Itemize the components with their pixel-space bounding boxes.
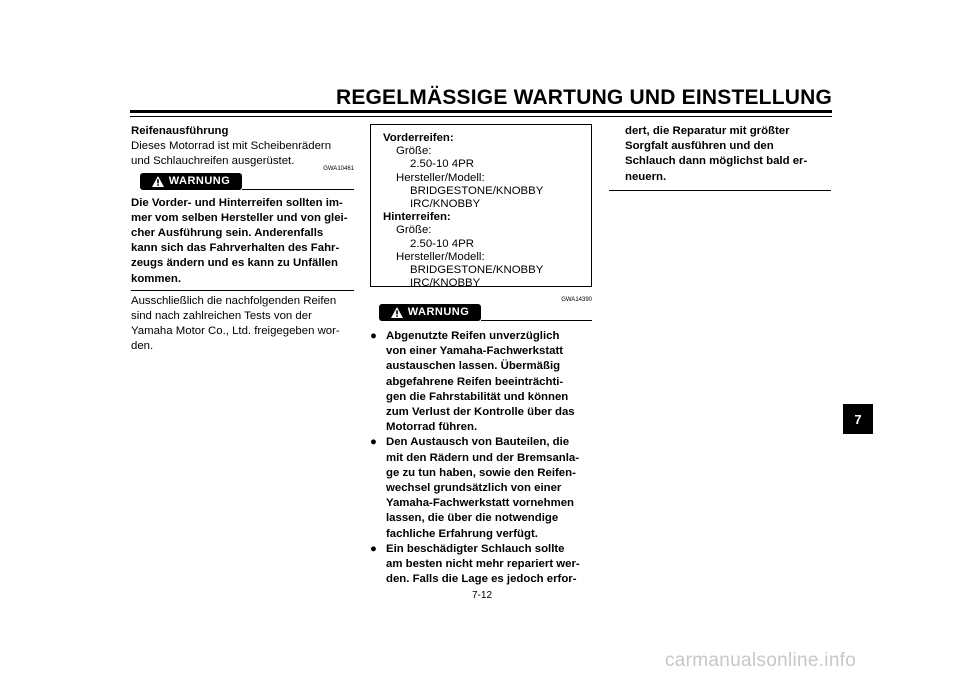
header-rule-thick xyxy=(130,110,832,113)
warning-line: kommen. xyxy=(131,272,182,285)
continuation-line: Schlauch dann möglichst bald er- xyxy=(625,155,808,168)
body-line: den. xyxy=(131,340,154,353)
right-column xyxy=(609,124,831,191)
rear-size-value: 2.50-10 4PR xyxy=(410,237,474,250)
warning-line: cher Ausführung sein. Anderenfalls xyxy=(131,227,324,240)
bullet-line: den. Falls die Lage es jedoch erfor- xyxy=(386,573,577,586)
bullet-line: Yamaha-Fachwerkstatt vornehmen xyxy=(386,497,575,510)
warning-rule xyxy=(481,320,592,321)
approved-text xyxy=(131,294,354,355)
body-line: Ausschließlich die nachfolgenden Reifen xyxy=(131,294,337,307)
rear-maker-value: BRIDGESTONE/KNOBBY xyxy=(410,264,544,277)
bullet-icon: ● xyxy=(370,542,377,555)
warning-line: zeugs ändern und es kann zu Unfällen xyxy=(131,257,338,270)
bullet-line: mit den Rädern und der Bremsanla- xyxy=(386,451,580,464)
list-item xyxy=(370,435,592,541)
page-number: 7-12 xyxy=(471,590,492,601)
bullet-line: Ein beschädigter Schlauch sollte xyxy=(386,542,565,555)
list-item xyxy=(370,329,592,435)
warning-end-rule xyxy=(131,290,354,291)
warning-badge xyxy=(140,173,242,190)
watermark: carmanualsonline.info xyxy=(665,650,857,671)
continuation-line: dert, die Reparatur mit größter xyxy=(625,125,790,137)
warning-line: Die Vorder- und Hinterreifen sollten im- xyxy=(131,196,343,209)
warning-triangle-icon xyxy=(152,176,164,187)
bullet-line: von einer Yamaha-Fachwerkstatt xyxy=(386,345,564,358)
bullet-line: am besten nicht mehr repariert wer- xyxy=(386,558,580,571)
body-line: Yamaha Motor Co., Ltd. freigegeben wor- xyxy=(131,325,340,338)
bullet-line: zum Verlust der Kontrolle über das xyxy=(386,406,575,419)
body-line: sind nach zahlreichen Tests von der xyxy=(131,310,312,323)
bullet-line: Abgenutzte Reifen unverzüglich xyxy=(386,330,560,342)
warning-header xyxy=(131,165,354,194)
front-maker-value: BRIDGESTONE/KNOBBY xyxy=(410,184,544,197)
warning-line: kann sich das Fahrverhalten des Fahr- xyxy=(131,242,340,255)
front-size-value: 2.50-10 4PR xyxy=(410,158,474,171)
bullet-icon: ● xyxy=(370,436,377,449)
bullet-line: fachliche Erfahrung verfügt. xyxy=(386,527,538,540)
list-item xyxy=(370,542,592,588)
bullet-line: abgefahrene Reifen beeinträchti- xyxy=(386,375,564,388)
continuation-line: Sorgfalt ausführen und den xyxy=(625,140,774,153)
rear-tire-heading: Hinterreifen: xyxy=(383,211,451,224)
rear-size-label: Größe: xyxy=(396,224,432,237)
page-header-title: REGELMÄSSIGE WARTUNG UND EINSTELLUNG xyxy=(335,86,832,109)
header-rule-thin xyxy=(130,116,832,117)
warning-end-rule xyxy=(609,190,831,191)
warning-bullet-list xyxy=(370,329,592,587)
bullet-line: Den Austausch von Bauteilen, die xyxy=(386,436,570,449)
warning-badge xyxy=(379,304,481,321)
warning-triangle-icon xyxy=(391,307,403,318)
rear-maker-label: Hersteller/Modell: xyxy=(396,250,485,263)
continuation-line: neuern. xyxy=(625,170,667,183)
bullet-line: gen die Fahrstabilität und können xyxy=(386,390,569,403)
section-heading: Reifenausführung xyxy=(131,125,229,137)
front-maker-value: IRC/KNOBBY xyxy=(410,198,481,211)
warning-header xyxy=(370,297,592,325)
warning-label: WARNUNG xyxy=(168,174,231,187)
chapter-tab[interactable]: 7 xyxy=(843,404,873,434)
tire-spec-box xyxy=(370,124,592,290)
warning-rule xyxy=(242,189,354,190)
bullet-line: wechsel grundsätzlich von einer xyxy=(386,482,562,495)
bullet-line: Motorrad führen. xyxy=(386,421,478,434)
front-tire-heading: Vorderreifen: xyxy=(383,132,454,144)
intro-line: Dieses Motorrad ist mit Scheibenrädern xyxy=(131,140,332,153)
bullet-icon: ● xyxy=(370,330,377,342)
bullet-line: ge zu tun haben, sowie den Reifen- xyxy=(386,466,576,479)
front-maker-label: Hersteller/Modell: xyxy=(396,171,485,184)
warning-code: GWA10461 xyxy=(323,165,354,172)
warning-line: mer vom selben Hersteller und von glei- xyxy=(131,211,348,224)
left-column xyxy=(131,124,354,355)
middle-column xyxy=(370,124,592,587)
rear-maker-value: IRC/KNOBBY xyxy=(410,277,481,290)
intro-line: und Schlauchreifen ausgerüstet. xyxy=(131,155,295,168)
front-size-label: Größe: xyxy=(396,145,432,158)
warning-text xyxy=(131,196,354,287)
warning-code: GWA14390 xyxy=(561,297,592,303)
warning-label: WARNUNG xyxy=(407,305,470,318)
bullet-line: austauschen lassen. Übermäßig xyxy=(386,360,561,373)
bullet-line: lassen, die über die notwendige xyxy=(386,512,559,525)
warning-continuation xyxy=(609,124,831,185)
